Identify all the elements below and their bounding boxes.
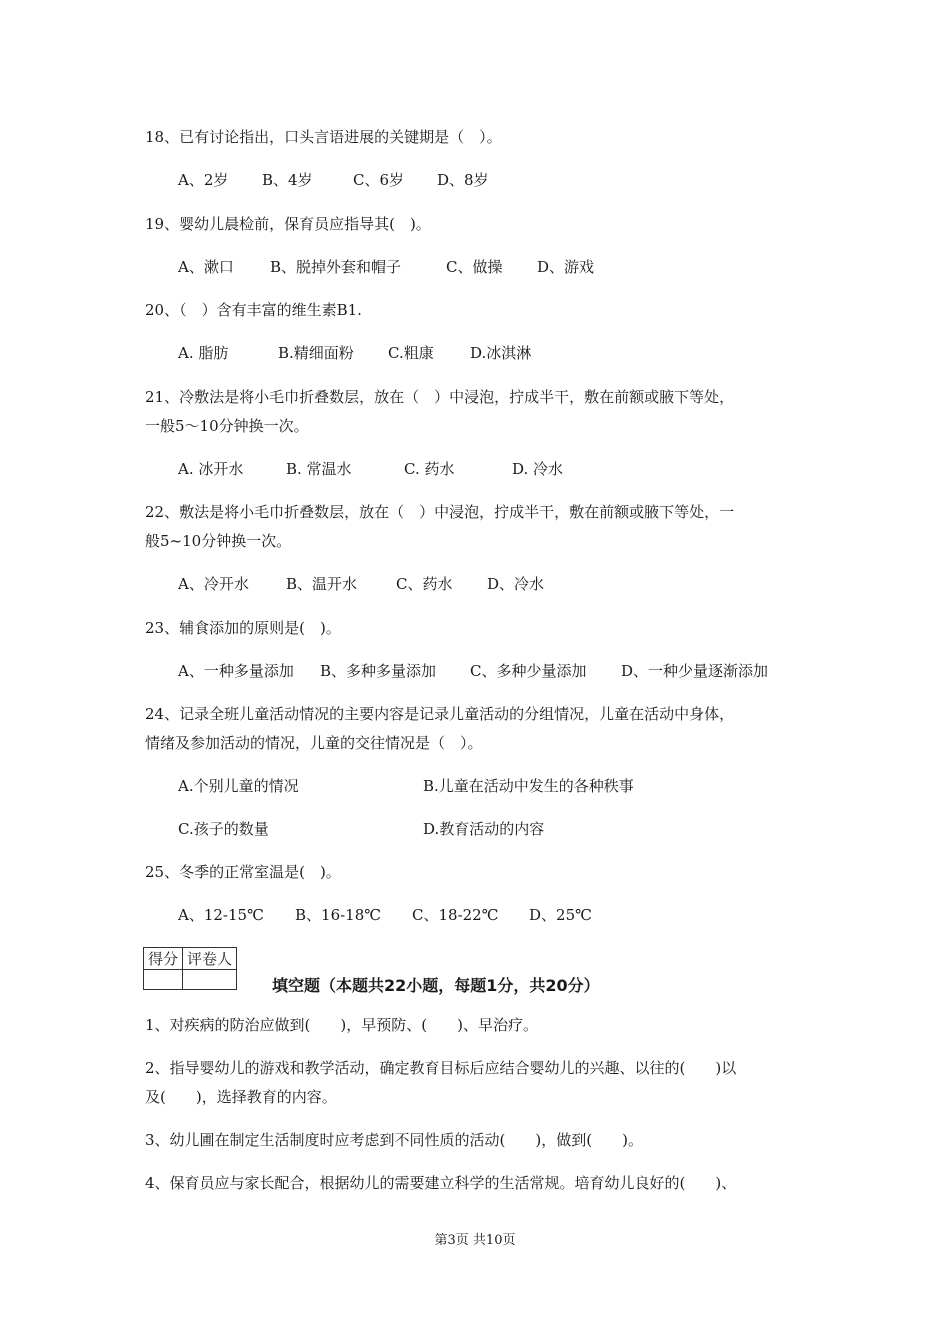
question-18-option-b: B、4岁: [262, 171, 313, 189]
score-label: 得分: [144, 948, 183, 970]
question-23-option-b: B、多种多量添加: [320, 662, 437, 680]
question-21-option-a: A. 冰开水: [178, 460, 244, 478]
question-21-stem-line1: 21、冷敷法是将小毛巾折叠数层，放在（ ）中浸泡，拧成半干，敷在前额或腋下等处，: [145, 388, 735, 406]
section-title: 填空题（本题共22小题，每题1分，共20分）: [272, 976, 600, 995]
question-21-option-c: C. 药水: [404, 460, 455, 478]
question-24-option-c: C.孩子的数量: [178, 820, 269, 838]
fill-in-1: 1、对疾病的防治应做到( )，早预防、( )、早治疗。: [145, 1016, 538, 1034]
question-20-stem: 20、（ ）含有丰富的维生素B1.: [145, 301, 362, 319]
fill-in-2-line1: 2、指导婴幼儿的游戏和教学活动，确定教育目标后应结合婴幼儿的兴趣、以往的( )以: [145, 1059, 737, 1077]
question-19-option-b: B、脱掉外套和帽子: [270, 258, 402, 276]
question-23-option-c: C、多种少量添加: [470, 662, 587, 680]
question-24-option-b: B.儿童在活动中发生的各种秩事: [423, 777, 634, 795]
question-18-option-a: A、2岁: [178, 171, 229, 189]
question-23-stem: 23、辅食添加的原则是( )。: [145, 619, 341, 637]
question-22-option-c: C、药水: [396, 575, 453, 593]
question-19-option-d: D、游戏: [537, 258, 595, 276]
question-18-option-c: C、6岁: [353, 171, 405, 189]
question-25-option-b: B、16-18℃: [295, 906, 382, 924]
question-18-stem: 18、已有讨论指出，口头言语进展的关键期是（ ）。: [145, 128, 502, 146]
question-19-option-c: C、做操: [446, 258, 503, 276]
question-19-option-a: A、漱口: [178, 258, 234, 276]
question-22-stem-line2: 般5~10分钟换一次。: [145, 532, 292, 550]
question-20-option-d: D.冰淇淋: [470, 344, 532, 362]
question-22-option-d: D、冷水: [487, 575, 545, 593]
question-24-option-a: A.个别儿童的情况: [178, 777, 299, 795]
question-18-option-d: D、8岁: [437, 171, 489, 189]
page-number: 第3页 共10页: [434, 1233, 516, 1248]
grader-cell: [183, 970, 237, 990]
question-25-option-a: A、12-15℃: [178, 906, 264, 924]
question-25-option-d: D、25℃: [529, 906, 592, 924]
question-23-option-d: D、一种少量逐渐添加: [621, 662, 769, 680]
question-24-stem-line2: 情绪及参加活动的情况，儿童的交往情况是（ ）。: [145, 734, 483, 752]
question-24-option-d: D.教育活动的内容: [423, 820, 545, 838]
question-20-option-c: C.粗康: [388, 344, 434, 362]
question-19-stem: 19、婴幼儿晨检前，保育员应指导其( )。: [145, 215, 431, 233]
fill-in-4: 4、保育员应与家长配合，根据幼儿的需要建立科学的生活常规。培育幼儿良好的( )、: [145, 1174, 737, 1192]
fill-in-2-line2: 及( )，选择教育的内容。: [145, 1088, 337, 1106]
question-21-stem-line2: 一般5～10分钟换一次。: [145, 417, 309, 435]
question-24-stem-line1: 24、记录全班儿童活动情况的主要内容是记录儿童活动的分组情况，儿童在活动中身体，: [145, 705, 735, 723]
question-22-option-a: A、冷开水: [178, 575, 249, 593]
score-box: [143, 947, 237, 990]
question-20-option-a: A. 脂肪: [178, 344, 229, 362]
grader-label: 评卷人: [183, 948, 237, 970]
question-23-option-a: A、一种多量添加: [178, 662, 294, 680]
question-22-option-b: B、温开水: [286, 575, 358, 593]
question-21-option-b: B. 常温水: [286, 460, 352, 478]
fill-in-3: 3、幼儿圃在制定生活制度时应考虑到不同性质的活动( )，做到( )。: [145, 1131, 643, 1149]
question-25-option-c: C、18-22℃: [412, 906, 499, 924]
question-22-stem-line1: 22、敷法是将小毛巾折叠数层，放在（ ）中浸泡，拧成半干，敷在前额或腋下等处，一: [145, 503, 735, 521]
score-cell: [144, 970, 183, 990]
question-20-option-b: B.精细面粉: [278, 344, 354, 362]
question-21-option-d: D. 冷水: [512, 460, 564, 478]
question-25-stem: 25、冬季的正常室温是( )。: [145, 863, 341, 881]
